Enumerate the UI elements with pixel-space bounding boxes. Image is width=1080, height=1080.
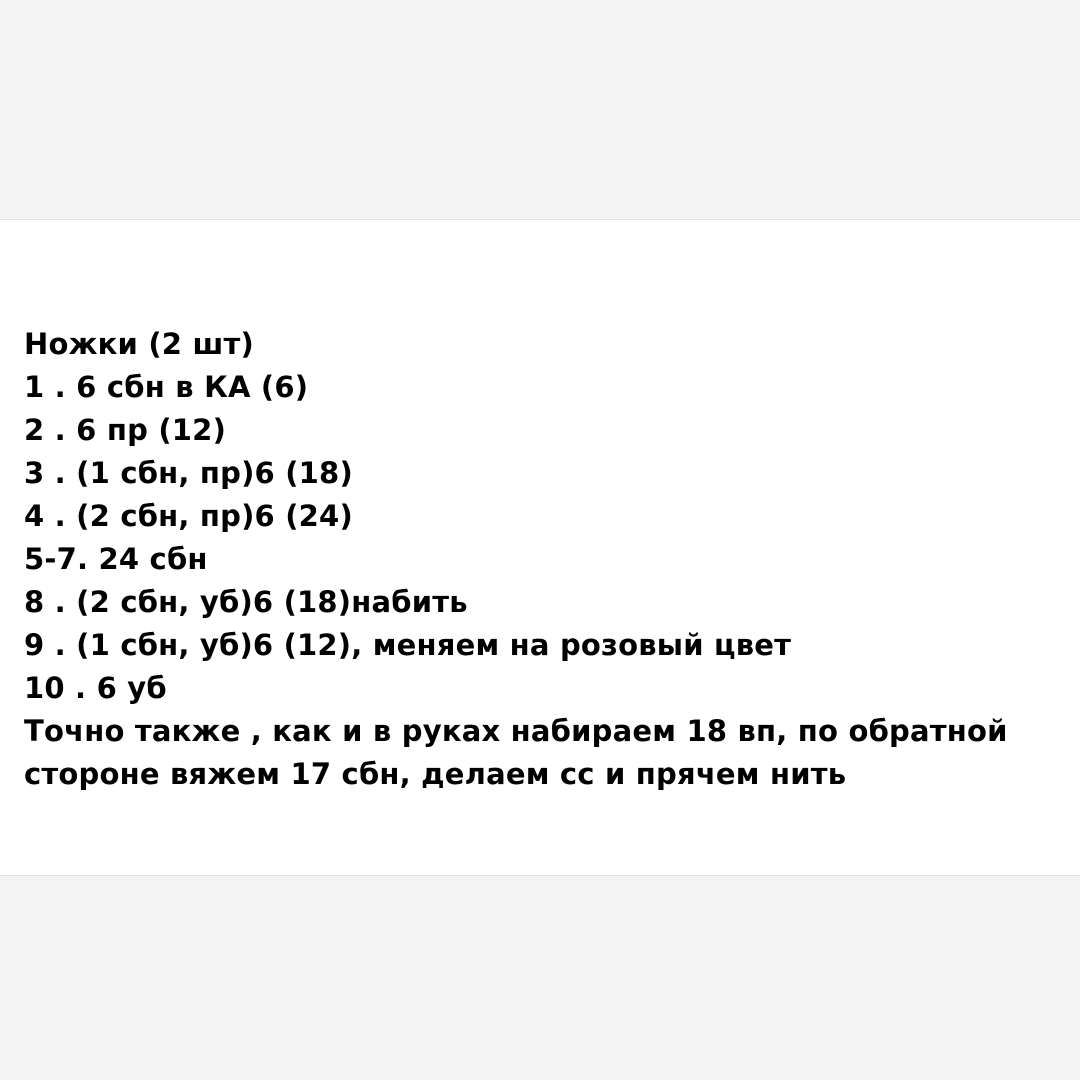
pattern-row-4: 4 . (2 сбн, пр)6 (24) — [24, 499, 353, 533]
pattern-title: Ножки (2 шт) — [24, 327, 254, 361]
pattern-row-1: 1 . 6 сбн в КА (6) — [24, 370, 309, 404]
pattern-row-3: 3 . (1 сбн, пр)6 (18) — [24, 456, 353, 490]
pattern-note-line-1: Точно также , как и в руках набираем 18 вп, по обратной — [24, 714, 1008, 748]
pattern-row-2: 2 . 6 пр (12) — [24, 413, 227, 447]
pattern-row-9: 9 . (1 сбн, уб)6 (12), меняем на розовый цвет — [24, 628, 792, 662]
crochet-pattern-text — [24, 323, 1074, 796]
pattern-note-line-2: стороне вяжем 17 сбн, делаем сс и прячем нить — [24, 757, 847, 791]
pattern-row-8: 8 . (2 сбн, уб)6 (18)набить — [24, 585, 468, 619]
pattern-row-5-7: 5-7. 24 сбн — [24, 542, 208, 576]
pattern-row-10: 10 . 6 уб — [24, 671, 167, 705]
